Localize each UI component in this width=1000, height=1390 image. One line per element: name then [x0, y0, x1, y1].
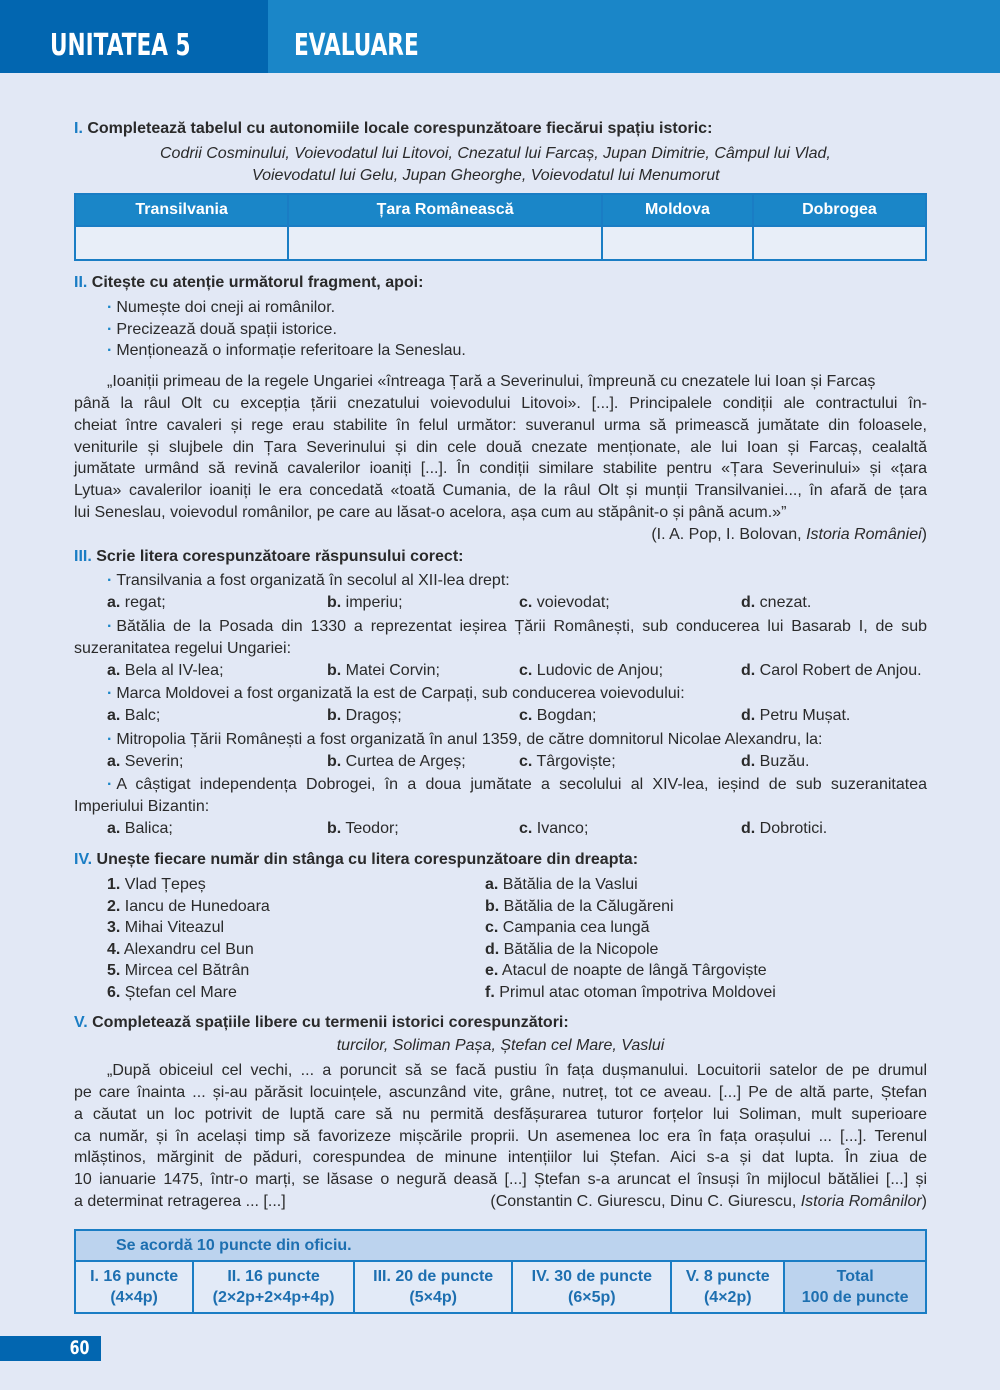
bullet-icon: ·: [107, 572, 113, 589]
option-text: imperiu;: [345, 594, 403, 611]
question-text: [107, 730, 822, 750]
option-text: Ludovic de Anjou;: [536, 661, 664, 679]
answer-option[interactable]: [107, 819, 173, 839]
match-text: Mihai Viteazul: [124, 919, 225, 937]
option-letter: a.: [107, 661, 121, 679]
match-key: 6.: [107, 984, 121, 1001]
bullet-icon: ·: [107, 776, 113, 793]
answer-option[interactable]: [107, 706, 160, 726]
bullet-item: [107, 341, 466, 361]
answer-option[interactable]: [519, 706, 596, 726]
match-text: Mircea cel Bătrân: [124, 962, 250, 980]
answer-option[interactable]: [327, 752, 466, 772]
question-text: [74, 775, 927, 795]
match-item-right[interactable]: [485, 918, 650, 938]
question-text: [107, 684, 685, 704]
terms-line: Codrii Cosminului, Voievodatul lui Litovoi, Cnezatul lui Farcaș, Jupan Dimitrie, Câmpul lui Vlad,: [160, 145, 831, 162]
answer-option[interactable]: [107, 593, 166, 613]
option-letter: c.: [519, 707, 533, 724]
match-key: 4.: [107, 940, 121, 958]
option-letter: b.: [327, 820, 342, 837]
option-text: Dragoș;: [345, 707, 402, 724]
source-citation: [490, 1192, 927, 1212]
score-label: V. 8 puncte: [685, 1268, 770, 1285]
section-instruction: Unește fiecare număr din stânga cu litera corespunzătoare din dreapta:: [96, 851, 639, 868]
option-letter: d.: [741, 752, 756, 770]
bullet-icon: ·: [107, 299, 113, 316]
section-instruction: Completează spațiile libere cu termenii istorici corespunzători:: [92, 1014, 569, 1031]
section-3-title: [74, 547, 463, 567]
match-text: Campania cea lungă: [502, 919, 650, 937]
option-letter: b.: [327, 752, 342, 770]
question-prompt: Mitropolia Țării Românești a fost organizată în anul 1359, de către domnitorul Nicolae Alexandru, la:: [116, 730, 823, 748]
score-detail: (6×5p): [568, 1289, 616, 1306]
match-item-right[interactable]: [485, 875, 638, 895]
score-label: Total: [836, 1268, 874, 1285]
section-number: III.: [74, 548, 92, 565]
answer-option[interactable]: [741, 819, 827, 839]
section-number: I.: [74, 120, 83, 137]
answer-option[interactable]: [107, 661, 224, 681]
option-letter: d.: [741, 820, 756, 837]
column-header: Moldova: [602, 194, 753, 226]
match-key: 3.: [107, 919, 121, 937]
bullet-icon: ·: [107, 321, 113, 338]
score-cell: [512, 1261, 671, 1313]
match-key: f.: [485, 984, 495, 1001]
question-prompt: Bătălia de la Posada din 1330 a reprezentat ieșirea Țării Românești, sub conducerea lui Basarab I, de sub: [116, 617, 927, 635]
option-letter: d.: [741, 594, 756, 611]
answer-option[interactable]: [741, 593, 811, 613]
score-detail: (2×2p+2×4p+4p): [212, 1289, 335, 1306]
match-text: Primul atac otoman împotriva Moldovei: [499, 984, 776, 1001]
fragment-line: lui Seneslau, voievodul românilor, pe care au lăsat-o acelora, așa cum au stăpânit-o și până acum.»”: [74, 504, 787, 521]
option-letter: a.: [107, 707, 121, 724]
section-number: II.: [74, 274, 88, 291]
match-text: Bătălia de la Călugăreni: [503, 897, 674, 915]
fragment-line: Lytua» cavalerilor ioaniți le era concedată «toată Cumania, de la râul Olt și munții Transilvaniei..., în afară de țara: [74, 482, 927, 499]
score-cell: [671, 1261, 784, 1313]
option-text: Petru Mușat.: [759, 707, 851, 724]
citation-close: ): [921, 1193, 927, 1210]
fragment-line: a determinat retragerea ... [...]: [74, 1193, 286, 1210]
match-item-left[interactable]: [107, 940, 254, 960]
match-item-right[interactable]: [485, 983, 776, 1003]
option-letter: c.: [519, 752, 533, 770]
match-text: Bătălia de la Vaslui: [502, 876, 638, 893]
option-letter: b.: [327, 661, 342, 679]
unit-label: UNITATEA 5: [50, 28, 191, 63]
match-key: b.: [485, 897, 500, 915]
section-1-title: [74, 119, 712, 139]
score-label: III. 20 de puncte: [373, 1268, 494, 1285]
fragment-line: „Ioaniții primeau de la regele Ungariei «întreaga Țară a Severinului, împreună cu cnezatele lui Ioan și Farcaș: [107, 373, 876, 390]
fragment-line: pe care înainta ... și-au părăsit locuințele, ascunzând vite, grâne, nutreț, tot ce aveau. [...] Pe de altă parte, Ștefan: [74, 1084, 927, 1101]
match-item-left[interactable]: [107, 918, 224, 938]
bullet-icon: ·: [107, 730, 113, 748]
section-4-title: [74, 850, 638, 870]
score-cell: [354, 1261, 512, 1313]
scoring-header: Se acordă 10 puncte din oficiu.: [75, 1230, 926, 1261]
answer-cell[interactable]: [753, 226, 926, 260]
page-number-badge: [0, 1336, 101, 1361]
score-detail: 100 de puncte: [801, 1289, 909, 1306]
option-text: Balc;: [124, 707, 161, 724]
answer-option[interactable]: [107, 752, 184, 772]
match-item-right[interactable]: [485, 897, 674, 917]
option-text: voievodat;: [536, 594, 610, 611]
option-letter: c.: [519, 661, 533, 679]
option-text: Dobrotici.: [759, 820, 828, 837]
answer-option[interactable]: [741, 752, 809, 772]
bullet-text: Numește doi cneji ai românilor.: [116, 299, 336, 316]
option-text: Severin;: [124, 752, 184, 770]
fragment-line: a căutat un loc potrivit de luptă care să nu permită desfășurarea tuturor forțelor lui Soliman, mult superioare: [74, 1106, 927, 1123]
terms-line: turcilor, Soliman Pașa, Ștefan cel Mare, Vaslui: [336, 1037, 665, 1054]
answer-cell[interactable]: [75, 226, 288, 260]
section-instruction: Citește cu atenție următorul fragment, apoi:: [91, 274, 424, 291]
fragment-line: până la râul Olt cu excepția țării cnezatului voievodului Litovoi». [...]. Principalele condiții ale contractului în-: [74, 395, 927, 412]
option-text: regat;: [124, 594, 166, 611]
match-text: Alexandru cel Bun: [123, 940, 254, 958]
section-label: EVALUARE: [294, 28, 419, 63]
match-item-left[interactable]: [107, 983, 237, 1003]
section-instruction: Completează tabelul cu autonomiile locale corespunzătoare fiecărui spațiu istoric:: [87, 120, 713, 137]
section-number: IV.: [74, 851, 93, 868]
fragment-line: veniturile și slujbele din Țara Severinului și din cele două cnezate menționate, ale lui Ioan și Farcaș, cealaltă: [74, 439, 927, 456]
answer-option[interactable]: [741, 706, 850, 726]
option-letter: d.: [741, 707, 756, 724]
page-header: [0, 0, 1000, 73]
fragment-line: mlăștinos, mărginit de păduri, corespundea de minune intențiilor lui Ștefan. Aici s-a și dat lupta. În ziua de: [74, 1149, 927, 1166]
option-text: Carol Robert de Anjou.: [759, 661, 922, 679]
answer-option[interactable]: [327, 593, 403, 613]
answer-option[interactable]: [327, 661, 440, 681]
question-prompt: Transilvania a fost organizată în secolul al XII-lea drept:: [116, 572, 510, 589]
citation-authors: (Constantin C. Giurescu, Dinu C. Giurescu,: [490, 1193, 801, 1210]
bullet-icon: ·: [107, 685, 113, 702]
citation-close: ): [921, 526, 927, 543]
column-header: Țara Românească: [288, 194, 602, 226]
match-text: Bătălia de la Nicopole: [503, 940, 659, 958]
answer-option[interactable]: [519, 593, 610, 613]
option-letter: c.: [519, 820, 533, 837]
match-key: d.: [485, 940, 500, 958]
answer-cell[interactable]: [288, 226, 602, 260]
match-key: 5.: [107, 962, 121, 980]
autonomies-table: [74, 193, 927, 261]
section-5-title: [74, 1013, 569, 1033]
score-cell: [193, 1261, 354, 1313]
option-text: Ivanco;: [536, 820, 589, 837]
question-prompt: Marca Moldovei a fost organizată la est de Carpați, sub conducerea voievodului:: [116, 685, 685, 702]
fragment-line: cheiat între cavaleri și rege erau stabilite în felul următor: suveranul urma să primească jumătate din foloasele,: [74, 417, 927, 434]
section-instruction: Scrie litera corespunzătoare răspunsului corect:: [96, 548, 464, 565]
option-letter: b.: [327, 707, 342, 724]
match-key: 2.: [107, 897, 121, 915]
question-text: [107, 571, 510, 591]
answer-option[interactable]: [327, 819, 399, 839]
match-text: Iancu de Hunedoara: [124, 897, 270, 915]
option-letter: a.: [107, 752, 121, 770]
score-label: II. 16 puncte: [227, 1268, 320, 1285]
option-text: Matei Corvin;: [345, 661, 440, 679]
citation-title: Istoria Românilor: [800, 1193, 922, 1210]
question-text-continued: suzeranitatea regelui Ungariei:: [74, 639, 292, 657]
option-text: Curtea de Argeș;: [345, 752, 466, 770]
match-text: Vlad Țepeș: [124, 876, 206, 893]
bullet-text: Menționează o informație referitoare la Seneslau.: [116, 342, 466, 359]
section-number: V.: [74, 1014, 88, 1031]
match-key: a.: [485, 876, 499, 893]
unit-banner: [0, 0, 268, 73]
score-detail: (4×2p): [703, 1289, 752, 1306]
scoring-table: [74, 1229, 927, 1314]
score-label: IV. 30 de puncte: [531, 1268, 652, 1285]
answer-option[interactable]: [327, 706, 402, 726]
question-text-continued: Imperiului Bizantin:: [74, 798, 210, 815]
bullet-icon: ·: [107, 342, 113, 359]
match-key: c.: [485, 919, 499, 937]
option-text: Târgoviște;: [536, 752, 616, 770]
page-number: 60: [69, 1337, 89, 1359]
section-banner: [268, 0, 1000, 73]
match-text: Atacul de noapte de lângă Târgoviște: [501, 962, 767, 980]
score-detail: (5×4p): [409, 1289, 457, 1306]
score-label: I. 16 puncte: [90, 1268, 179, 1285]
match-text: Ștefan cel Mare: [124, 984, 237, 1001]
citation-title: Istoria României: [806, 526, 922, 543]
fragment-line: „După obiceiul cel vechi, ... a poruncit să se facă pustiu în fața dușmanului. Locuitorii satelor de pe drumul: [107, 1062, 927, 1079]
bullet-text: Precizează două spații istorice.: [116, 321, 337, 338]
match-item-left[interactable]: [107, 897, 270, 917]
column-header: Dobrogea: [753, 194, 926, 226]
match-key: e.: [485, 962, 499, 980]
terms-line: Voievodatul lui Gelu, Jupan Gheorghe, Voievodatul lui Menumorut: [252, 167, 720, 184]
option-text: Bela al IV-lea;: [124, 661, 224, 679]
option-text: cnezat.: [759, 594, 812, 611]
section-2-title: [74, 273, 423, 293]
option-text: Balica;: [124, 820, 173, 837]
answer-option[interactable]: [519, 661, 663, 681]
column-header: Transilvania: [75, 194, 288, 226]
option-text: Teodor;: [345, 820, 399, 837]
option-text: Bogdan;: [536, 707, 597, 724]
match-item-right[interactable]: [485, 940, 658, 960]
answer-cell[interactable]: [602, 226, 753, 260]
question-text: [74, 617, 927, 637]
question-prompt: A câștigat independența Dobrogei, în a doua jumătate a secolului al XIV-lea, ieșind de sub suzeranitatea: [116, 776, 927, 793]
source-citation: [651, 525, 927, 545]
option-letter: c.: [519, 594, 533, 611]
option-text: Buzău.: [759, 752, 810, 770]
answer-option[interactable]: [519, 819, 588, 839]
fragment-line: 10 ianuarie 1475, într-o marți, se lăsase o negură deasă [...] Ștefan s-a aruncat el însuși în mijlocul bătăliei [...] și: [74, 1171, 927, 1188]
citation-authors: (I. A. Pop, I. Bolovan,: [651, 526, 807, 543]
bullet-item: [107, 298, 335, 318]
fragment-line: jumătate urmând să revină cavalerilor ioaniți [...]. În condiții similare stabilite pentru «Țara Severinului» și «țara: [74, 460, 927, 477]
option-letter: b.: [327, 594, 342, 611]
score-cell: [75, 1261, 193, 1313]
match-item-right[interactable]: [485, 961, 767, 981]
match-item-left[interactable]: [107, 875, 206, 895]
option-letter: d.: [741, 661, 756, 679]
answer-option[interactable]: [741, 661, 922, 681]
option-letter: a.: [107, 820, 121, 837]
bullet-item: [107, 320, 337, 340]
answer-option[interactable]: [519, 752, 616, 772]
match-key: 1.: [107, 876, 121, 893]
bullet-icon: ·: [107, 617, 113, 635]
option-letter: a.: [107, 594, 121, 611]
score-detail: (4×4p): [110, 1289, 158, 1306]
fragment-line: ca număr, și în același timp să favorizeze mișcările proprii. Un asemenea loc era în fața orașului ... [...]. Terenul: [74, 1128, 927, 1145]
score-total-cell: [784, 1261, 926, 1313]
match-item-left[interactable]: [107, 961, 249, 981]
